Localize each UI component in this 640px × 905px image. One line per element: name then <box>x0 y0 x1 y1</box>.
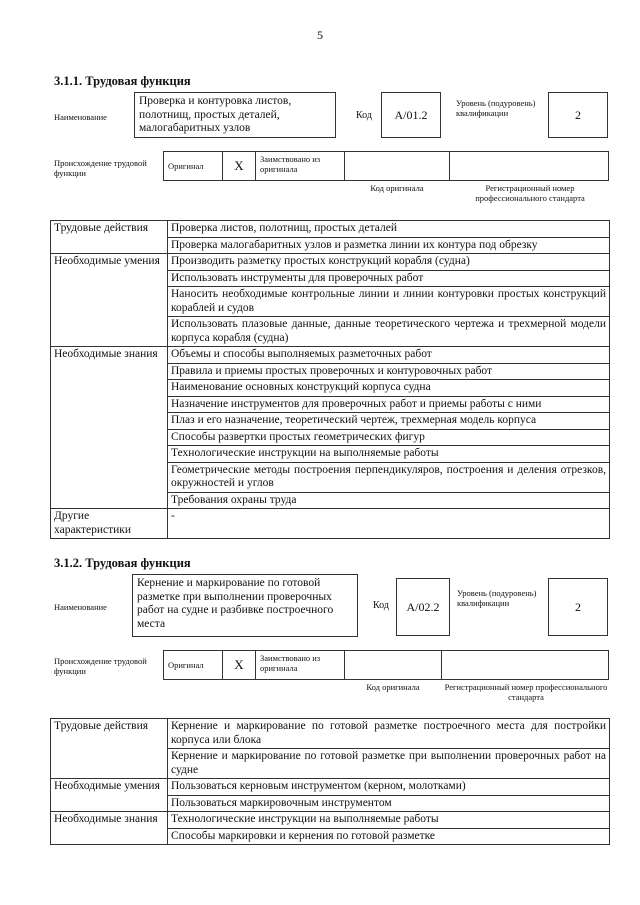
borrowed-cell: Заимствовано из оригинала <box>255 650 345 680</box>
reg-number-caption: Регистрационный номер профессионального стандарта <box>444 682 608 702</box>
table-cell: Способы маркировки и кернения по готовой разметке <box>168 828 610 845</box>
function-name: Проверка и контуровка листов, полотнищ, простых деталей, малогабаритных узлов <box>134 92 336 138</box>
row-label: Необходимые знания <box>51 812 168 845</box>
original-mark: X <box>222 151 256 181</box>
page-number: 5 <box>317 28 323 42</box>
reg-number-box <box>449 151 609 181</box>
table-row <box>51 221 610 238</box>
table-cell: Объемы и способы выполняемых разметочных работ <box>168 347 610 364</box>
function-details-table <box>50 220 610 539</box>
table-cell: Геометрические методы построения перпендикуляров, построения и деления отрезков, окружностей и углов <box>168 462 610 492</box>
name-label: Наименование <box>54 112 107 122</box>
table-row <box>51 779 610 796</box>
name-label: Наименование <box>54 602 107 612</box>
table-row <box>51 812 610 829</box>
row-label: Необходимые умения <box>51 779 168 812</box>
original-cell: Оригинал <box>163 151 223 181</box>
level-label: Уровень (подуровень) квалификации <box>457 588 537 608</box>
row-label: Необходимые знания <box>51 347 168 509</box>
table-cell: Технологические инструкции на выполняемые работы <box>168 812 610 829</box>
table-cell: Правила и приемы простых проверочных и контуровочных работ <box>168 363 610 380</box>
origin-code-caption: Код оригинала <box>366 682 420 692</box>
table-cell: Технологические инструкции на выполняемые работы <box>168 446 610 463</box>
reg-number-caption: Регистрационный номер профессионального стандарта <box>475 183 585 203</box>
function-details-table <box>50 718 610 845</box>
function-name: Кернение и маркирование по готовой разметке при выполнении проверочных работ на судне и разбивке построечного места <box>132 574 358 637</box>
table-row <box>51 509 610 539</box>
row-label: Трудовые действия <box>51 719 168 779</box>
level-label: Уровень (подуровень) квалификации <box>456 98 536 118</box>
section-title: 3.1.1. Трудовая функция <box>54 74 191 88</box>
origin-label: Происхождение трудовой функции <box>54 158 147 178</box>
original-mark: X <box>222 650 256 680</box>
row-label: Необходимые умения <box>51 254 168 347</box>
row-label: Другие характеристики <box>51 509 168 539</box>
table-cell: Кернение и маркирование по готовой разметке при выполнении проверочных работ на судне <box>168 749 610 779</box>
table-cell: Проверка малогабаритных узлов и разметка линии их контура под обрезку <box>168 237 610 254</box>
table-cell: Пользоваться маркировочным инструментом <box>168 795 610 812</box>
borrowed-cell: Заимствовано из оригинала <box>255 151 345 181</box>
section-title: 3.1.2. Трудовая функция <box>54 556 191 570</box>
row-label: Трудовые действия <box>51 221 168 254</box>
table-cell: Назначение инструментов для проверочных работ и приемы работы с ними <box>168 396 610 413</box>
table-row <box>51 347 610 364</box>
table-cell: Способы развертки простых геометрических фигур <box>168 429 610 446</box>
table-row <box>51 254 610 271</box>
function-code: А/02.2 <box>396 578 450 636</box>
origin-code-caption: Код оригинала <box>370 183 424 193</box>
table-cell: Производить разметку простых конструкций корабля (судна) <box>168 254 610 271</box>
table-cell: Использовать инструменты для проверочных работ <box>168 270 610 287</box>
code-label: Код <box>373 600 389 611</box>
table-cell: Наименование основных конструкций корпуса судна <box>168 380 610 397</box>
origin-code-box <box>344 151 450 181</box>
origin-label: Происхождение трудовой функции <box>54 656 147 676</box>
code-label: Код <box>356 110 372 121</box>
table-cell: Наносить необходимые контрольные линии и линии контуровки простых конструкций кораблей и судов <box>168 287 610 317</box>
level-value: 2 <box>548 92 608 138</box>
function-code: А/01.2 <box>381 92 441 138</box>
table-cell: Пользоваться керновым инструментом (керном, молотками) <box>168 779 610 796</box>
origin-code-box <box>344 650 442 680</box>
table-cell: - <box>168 509 610 539</box>
table-cell: Кернение и маркирование по готовой разметке построечного места для постройки корпуса или блока <box>168 719 610 749</box>
table-cell: Требования охраны труда <box>168 492 610 509</box>
table-row <box>51 719 610 749</box>
original-cell: Оригинал <box>163 650 223 680</box>
table-cell: Использовать плазовые данные, данные теоретического чертежа и трехмерной модели корпуса корабля (судна) <box>168 317 610 347</box>
level-value: 2 <box>548 578 608 636</box>
table-cell: Проверка листов, полотнищ, простых деталей <box>168 221 610 238</box>
table-cell: Плаз и его назначение, теоретический чертеж, трехмерная модель корпуса <box>168 413 610 430</box>
reg-number-box <box>441 650 609 680</box>
